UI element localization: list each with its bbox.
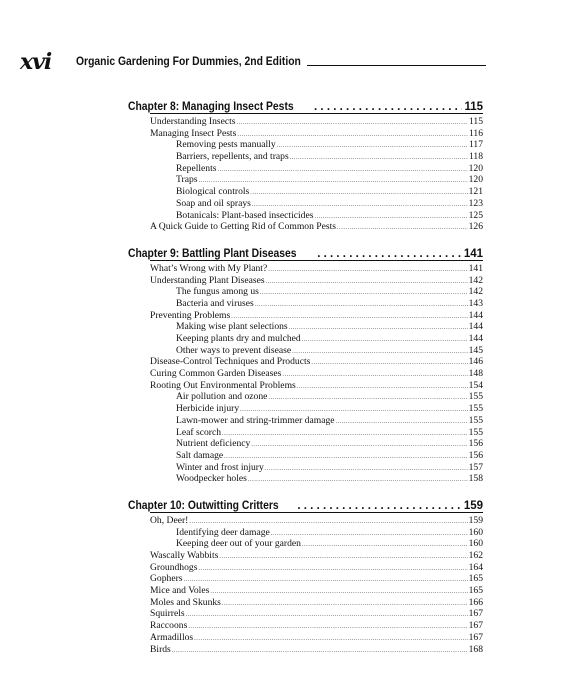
book-title: Organic Gardening For Dummies, 2nd Edition [76, 56, 301, 68]
dot-leader [337, 223, 468, 235]
entry-title: Raccoons [150, 620, 188, 632]
entry-title: Soap and oil sprays [176, 197, 251, 209]
dot-leader [290, 153, 468, 165]
dot-leader [210, 587, 467, 599]
entry-page-number: 116 [468, 127, 483, 139]
toc-subsection-entry[interactable] [150, 186, 483, 198]
dot-leader [297, 500, 461, 512]
dot-leader [172, 646, 468, 658]
chapter-entries [150, 113, 483, 233]
entry-page-number: 121 [468, 186, 483, 198]
toc-subsection-entry[interactable] [150, 198, 483, 210]
toc-subsection-entry[interactable] [150, 151, 483, 163]
toc-subsection-entry[interactable] [150, 174, 483, 186]
dot-leader [188, 622, 467, 634]
dot-leader [194, 634, 467, 646]
chapter-heading[interactable] [128, 495, 483, 512]
dot-leader [251, 440, 467, 452]
toc-section-entry[interactable] [150, 644, 483, 656]
entry-page-number: 115 [468, 116, 483, 127]
running-header [20, 50, 486, 74]
toc-section-entry[interactable] [150, 263, 483, 275]
entry-title: Disease-Control Techniques and Products [150, 356, 311, 368]
entry-title: A Quick Guide to Getting Rid of Common Pests [150, 221, 337, 233]
chapter-page-number: 141 [463, 247, 483, 260]
dot-leader [314, 212, 467, 224]
dot-leader [297, 382, 468, 394]
entry-page-number: 167 [468, 631, 483, 643]
toc-section-entry[interactable] [150, 380, 483, 392]
entry-page-number: 160 [468, 526, 483, 538]
toc-section-entry[interactable] [150, 221, 483, 233]
entry-title: The fungus among us [176, 286, 259, 298]
toc-section-entry[interactable] [150, 128, 483, 140]
entry-page-number: 144 [468, 321, 483, 333]
toc-subsection-entry[interactable] [150, 345, 483, 357]
entry-page-number: 120 [468, 162, 483, 174]
entry-title: Barriers, repellents, and traps [176, 151, 289, 163]
chapter-heading[interactable] [128, 96, 483, 113]
entry-title: Curing Common Garden Diseases [150, 368, 282, 380]
dot-leader [222, 429, 468, 441]
dot-leader [302, 540, 468, 552]
entry-title: Preventing Problems [150, 309, 231, 321]
entry-title: Other ways to prevent disease [176, 344, 292, 356]
chapter-heading[interactable] [128, 243, 483, 260]
toc-section-entry[interactable] [150, 597, 483, 609]
entry-page-number: 148 [468, 368, 483, 380]
dot-leader [317, 248, 462, 260]
chapter-page-number: 159 [463, 499, 483, 512]
entry-page-number: 157 [468, 461, 483, 473]
entry-title: Keeping deer out of your garden [176, 538, 301, 550]
toc-subsection-entry[interactable] [150, 538, 483, 550]
entry-page-number: 145 [468, 344, 483, 356]
entry-page-number: 164 [468, 561, 483, 573]
entry-title: Gophers [150, 573, 183, 585]
entry-title: Herbicide injury [176, 403, 240, 415]
toc-subsection-entry[interactable] [150, 298, 483, 310]
dot-leader [336, 417, 468, 429]
entry-page-number: 159 [468, 514, 483, 526]
entry-page-number: 166 [468, 596, 483, 608]
dot-leader [219, 552, 467, 564]
chapter-entries [150, 512, 483, 655]
toc-section-entry[interactable] [150, 368, 483, 380]
toc-section-entry[interactable] [150, 116, 483, 128]
toc-subsection-entry[interactable] [150, 163, 483, 175]
toc-subsection-entry[interactable] [150, 527, 483, 539]
page-number: xvi [20, 49, 52, 75]
chapter-title: Chapter 10: Outwitting Critters [128, 499, 279, 512]
dot-leader [314, 101, 462, 113]
header-rule [307, 65, 486, 66]
entry-title: Groundhogs [150, 561, 198, 573]
entry-page-number: 165 [468, 573, 483, 585]
toc-section-entry[interactable] [150, 562, 483, 574]
entry-page-number: 168 [468, 643, 483, 655]
dot-leader [184, 575, 468, 587]
entry-page-number: 167 [468, 620, 483, 632]
entry-title: Nutrient deficiency [176, 438, 251, 450]
dot-leader [311, 358, 467, 370]
toc-section-entry[interactable] [150, 515, 483, 527]
toc-section-entry[interactable] [150, 275, 483, 287]
entry-page-number: 117 [468, 139, 483, 151]
entry-page-number: 142 [468, 286, 483, 298]
toc-section-entry[interactable] [150, 608, 483, 620]
entry-title: Lawn-mower and string-trimmer damage [176, 414, 335, 426]
entry-title: Winter and frost injury [176, 461, 264, 473]
dot-leader [186, 610, 468, 622]
entry-title: Understanding Insects [150, 116, 236, 127]
entry-page-number: 167 [468, 608, 483, 620]
entry-page-number: 144 [468, 309, 483, 321]
entry-page-number: 160 [468, 538, 483, 550]
entry-page-number: 154 [468, 379, 483, 391]
chapter-page-number: 115 [464, 101, 483, 113]
entry-title: Woodpecker holes [176, 473, 247, 485]
entry-page-number: 125 [468, 209, 483, 221]
entry-page-number: 146 [468, 356, 483, 368]
entry-title: Keeping plants dry and mulched [176, 333, 301, 344]
dot-leader [198, 564, 467, 576]
dot-leader [237, 118, 468, 130]
entry-title: Moles and Skunks [150, 596, 221, 608]
entry-page-number: 126 [468, 221, 483, 233]
chapter-entries [150, 260, 483, 485]
entry-title: Bacteria and viruses [176, 297, 254, 309]
dot-leader [266, 277, 468, 289]
toc-section-entry[interactable] [150, 632, 483, 644]
toc-subsection-entry[interactable] [150, 450, 483, 462]
toc-subsection-entry[interactable] [150, 403, 483, 415]
entry-page-number: 141 [468, 262, 483, 274]
entry-page-number: 155 [468, 391, 483, 403]
toc-subsection-entry[interactable] [150, 462, 483, 474]
entry-title: Managing Insect Pests [150, 127, 237, 139]
dot-leader [289, 323, 468, 335]
toc-subsection-entry[interactable] [150, 210, 483, 222]
entry-page-number: 158 [468, 473, 483, 485]
entry-title: Squirrels [150, 608, 185, 620]
entry-title: Rooting Out Environmental Problems [150, 379, 296, 391]
entry-page-number: 123 [468, 197, 483, 209]
entry-page-number: 118 [468, 151, 483, 163]
entry-page-number: 165 [468, 585, 483, 597]
toc-subsection-entry[interactable] [150, 391, 483, 403]
dot-leader [292, 347, 468, 359]
entry-title: What’s Wrong with My Plant? [150, 262, 268, 274]
dot-leader [265, 464, 468, 476]
dot-leader [268, 393, 467, 405]
toc-section-entry[interactable] [150, 620, 483, 632]
dot-leader [222, 599, 468, 611]
entry-page-number: 142 [468, 274, 483, 286]
entry-title: Making wise plant selections [176, 321, 288, 333]
entry-page-number: 143 [468, 297, 483, 309]
toc-subsection-entry[interactable] [150, 415, 483, 427]
entry-page-number: 120 [468, 174, 483, 186]
entry-title: Removing pests manually [176, 139, 276, 151]
dot-leader [302, 335, 468, 347]
entry-page-number: 144 [468, 333, 483, 344]
entry-page-number: 155 [468, 403, 483, 415]
toc-section-entry[interactable] [150, 573, 483, 585]
dot-leader [277, 141, 468, 153]
dot-leader [260, 288, 468, 300]
dot-leader [255, 300, 468, 312]
table-of-contents [128, 96, 483, 655]
dot-leader [218, 165, 468, 177]
entry-page-number: 162 [468, 550, 483, 561]
entry-title: Botanicals: Plant-based insecticides [176, 209, 314, 221]
entry-title: Identifying deer damage [176, 526, 270, 538]
toc-subsection-entry[interactable] [150, 438, 483, 450]
entry-title: Air pollution and ozone [176, 391, 268, 403]
dot-leader [250, 188, 467, 200]
entry-page-number: 155 [468, 426, 483, 438]
toc-subsection-entry[interactable] [150, 321, 483, 333]
entry-page-number: 156 [468, 449, 483, 461]
toc-subsection-entry[interactable] [150, 286, 483, 298]
entry-title: Repellents [176, 162, 217, 174]
entry-title: Oh, Deer! [150, 514, 189, 526]
entry-title: Understanding Plant Diseases [150, 274, 265, 286]
toc-section-entry[interactable] [150, 550, 483, 562]
toc-subsection-entry[interactable] [150, 333, 483, 345]
entry-page-number: 155 [468, 414, 483, 426]
toc-subsection-entry[interactable] [150, 139, 483, 151]
entry-title: Birds [150, 643, 171, 655]
toc-subsection-entry[interactable] [150, 473, 483, 485]
entry-title: Wascally Wabbits [150, 550, 219, 561]
entry-title: Biological controls [176, 186, 250, 198]
entry-title: Mice and Voles [150, 585, 210, 597]
toc-section-entry[interactable] [150, 310, 483, 322]
entry-page-number: 156 [468, 438, 483, 450]
toc-subsection-entry[interactable] [150, 427, 483, 439]
chapter-title: Chapter 8: Managing Insect Pests [128, 101, 294, 113]
toc-section-entry[interactable] [150, 356, 483, 368]
dot-leader [268, 265, 467, 277]
entry-title: Armadillos [150, 631, 194, 643]
entry-title: Salt damage [176, 449, 224, 461]
toc-section-entry[interactable] [150, 585, 483, 597]
entry-title: Leaf scorch [176, 426, 222, 438]
chapter-title: Chapter 9: Battling Plant Diseases [128, 247, 297, 260]
entry-title: Traps [176, 174, 198, 186]
dot-leader [248, 475, 468, 487]
dot-leader [282, 370, 467, 382]
